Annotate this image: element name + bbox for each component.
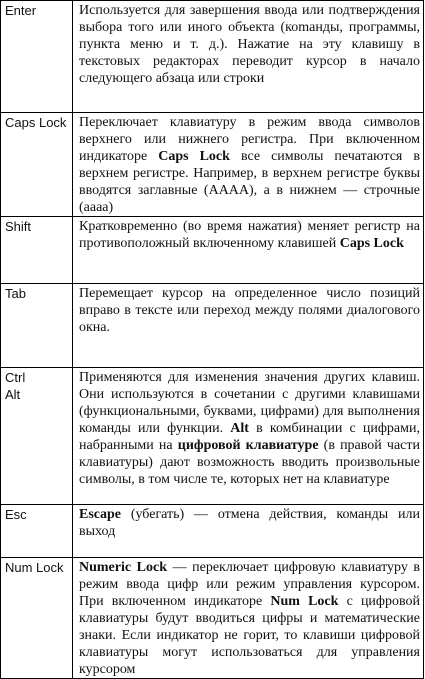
key-name-cell bbox=[1, 558, 73, 679]
bold-term: Caps Lock bbox=[158, 149, 230, 164]
key-name: Enter bbox=[5, 3, 37, 18]
key-description bbox=[79, 218, 420, 252]
bold-term: Num Lock bbox=[270, 594, 339, 609]
table-row bbox=[1, 505, 424, 558]
bold-term: Caps Lock bbox=[339, 236, 404, 251]
bold-term: цифровой клавиатуре bbox=[177, 438, 319, 453]
key-description-cell bbox=[73, 1, 424, 113]
description-text: Кратковременно (во время нажатия) меняет регистр на противоположный включенному клавишей bbox=[79, 219, 420, 251]
table-row bbox=[1, 113, 424, 217]
key-description-cell bbox=[73, 217, 424, 284]
bold-term: Escape bbox=[79, 507, 121, 522]
key-name-cell bbox=[1, 217, 73, 284]
key-name-cell bbox=[1, 1, 73, 113]
description-text: в комбинации с цифрами, набранными на bbox=[79, 421, 420, 453]
key-name-cell bbox=[1, 284, 73, 368]
table-row bbox=[1, 368, 424, 505]
description-text: (убегать) — отмена действия, команды или выход bbox=[79, 507, 420, 539]
description-text: (в правой части клавиатуры) дают возможность вводить произвольные символы, в том числе те, которых нет на клавиатуре bbox=[79, 438, 420, 487]
key-description bbox=[79, 559, 420, 678]
table-row bbox=[1, 558, 424, 679]
key-description bbox=[79, 506, 420, 540]
table-row bbox=[1, 284, 424, 368]
key-name: Tab bbox=[5, 286, 26, 301]
key-description bbox=[79, 285, 420, 336]
key-name: Ctrl bbox=[5, 370, 26, 385]
key-description bbox=[79, 114, 420, 216]
key-name: Caps Lock bbox=[5, 115, 67, 130]
key-description bbox=[79, 2, 420, 87]
bold-term: Alt bbox=[230, 421, 249, 436]
key-name: Esc bbox=[5, 507, 27, 522]
key-name: Alt bbox=[5, 387, 21, 402]
key-description-cell bbox=[73, 505, 424, 558]
key-name-cell bbox=[1, 113, 73, 217]
key-name-cell bbox=[1, 505, 73, 558]
description-text: Перемещает курсор на определенное число позиций вправо в тексте или переход между полями диалогового окна. bbox=[79, 286, 420, 335]
key-name: Shift bbox=[5, 219, 32, 234]
keys-table-body bbox=[1, 1, 424, 679]
table-row bbox=[1, 1, 424, 113]
key-description-cell bbox=[73, 113, 424, 217]
description-text: с цифровой клавиатуры будут вводиться цифры и математические знаки. Если индикатор не горит, то клавиши цифровой клавиатуры могут использоваться для управления курсором bbox=[79, 594, 421, 677]
description-text: Используется для завершения ввода или подтверждения выбора того или иного объекта (коmанды, программы, пункта меню и т. д.). Нажатие на эту клавишу в текстовых редакторах переводит курсор в начало следующего абзаца или строки bbox=[79, 3, 420, 86]
key-description-cell bbox=[73, 284, 424, 368]
bold-term: Numeric Lock bbox=[79, 560, 167, 575]
key-name-cell bbox=[1, 368, 73, 505]
key-description bbox=[79, 369, 420, 488]
table-row bbox=[1, 217, 424, 284]
description-text: все символы печатаются в верхнем регистре. Например, в верхнем регистре буквы вводятся заглавные (АААА), а в нижнем — строчные (аааа) bbox=[79, 149, 420, 215]
key-description-cell bbox=[73, 558, 424, 679]
key-description-cell bbox=[73, 368, 424, 505]
description-text: Переключает клавиатуру в режим ввода символов верхнего или нижнего регистра. При включенном индикаторе bbox=[79, 115, 420, 164]
description-text: Применяются для изменения значения других клавиш. Они используются в сочетании с другими клавишами (функциональными, буквами, цифрами) для выполнения команды или функции. bbox=[79, 370, 420, 436]
description-text: — переключает цифровую клавиатуру в режим ввода цифр или режим управления курсором. При включенном индикаторе bbox=[79, 560, 420, 609]
key-name: Num Lock bbox=[5, 560, 64, 575]
